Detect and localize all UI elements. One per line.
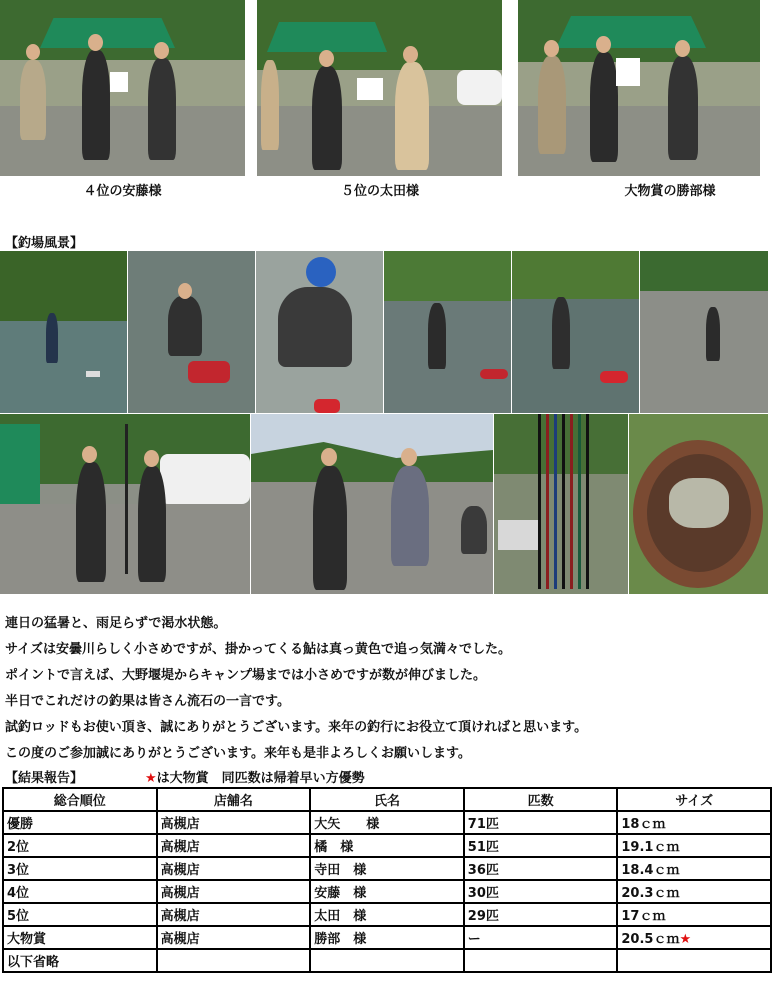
cell-name: 太田 様 [310,903,464,926]
cell-name [310,949,464,972]
paragraph-6: この度のご参加誠にありがとうございます。来年も是非よろしくお願いします。 [5,746,471,761]
photo-award-4th [0,0,245,176]
cell-size: 17ｃｍ [617,903,771,926]
results-note: は大物賞 同匹数は帰着早い方優勢 [156,771,365,786]
caption-5th: ５位の太田様 [340,184,419,199]
cell-size: 18.4ｃｍ [617,857,771,880]
table-row [3,857,771,880]
col-header-size: サイズ [617,788,771,811]
paragraph-4: 半日でこれだけの釣果は皆さん流石の一言です。 [5,694,290,709]
photo-rods-rack [494,414,628,594]
cell-name: 勝部 様 [310,926,464,949]
cell-count [464,949,618,972]
table-row [3,834,771,857]
photo-river-1 [0,251,127,413]
cell-name: 大矢 様 [310,811,464,834]
section-title-fishing-scenery: 【釣場風景】 [5,236,84,251]
col-header-name: 氏名 [310,788,464,811]
caption-4th: ４位の安藤様 [83,184,162,199]
cell-rank: 5位 [3,903,157,926]
table-row [3,949,771,972]
photo-rod-presentation [0,414,250,594]
photo-award-5th [257,0,502,176]
cell-size [617,949,771,972]
paragraph-1: 連日の猛暑と、雨足らずで渇水状態。 [5,616,227,631]
cell-size: 20.3ｃｍ [617,880,771,903]
results-table [2,787,772,973]
big-fish-star-icon: ★ [679,932,692,947]
cell-rank: 3位 [3,857,157,880]
cell-rank: 4位 [3,880,157,903]
results-header [5,767,365,786]
table-row [3,926,771,949]
cell-rank: 以下省略 [3,949,157,972]
table-header-row [3,788,771,811]
cell-store: 高槻店 [157,926,311,949]
cell-store [157,949,311,972]
cell-count: 71匹 [464,811,618,834]
table-row [3,903,771,926]
col-header-rank: 総合順位 [3,788,157,811]
photo-river-6 [640,251,768,413]
paragraph-2: サイズは安曇川らしく小さめですが、掛かってくる鮎は真っ黄色で追っ気満々でした。 [5,642,511,657]
cell-count: 36匹 [464,857,618,880]
cell-rank: 大物賞 [3,926,157,949]
cell-rank: 優勝 [3,811,157,834]
big-fish-star-icon: ★ [145,771,157,786]
cell-size: 19.1ｃｍ [617,834,771,857]
cell-store: 高槻店 [157,811,311,834]
paragraph-3: ポイントで言えば、大野堰堤からキャンプ場までは小さめですが数が伸びました。 [5,668,487,683]
cell-rank: 2位 [3,834,157,857]
cell-store: 高槻店 [157,834,311,857]
cell-count: 51匹 [464,834,618,857]
cell-name: 橘 様 [310,834,464,857]
cell-count: ー [464,926,618,949]
cell-size: 18ｃｍ [617,811,771,834]
cell-store: 高槻店 [157,857,311,880]
table-row [3,811,771,834]
cell-count: 29匹 [464,903,618,926]
caption-bigfish: 大物賞の勝部様 [624,184,716,199]
cell-store: 高槻店 [157,880,311,903]
photo-fish-bucket [629,414,768,594]
photo-river-2 [128,251,255,413]
cell-size-value: 20.5ｃｍ [621,932,680,947]
photo-river-4 [384,251,511,413]
cell-size-bigfish [617,926,771,949]
results-label: 【結果報告】 [5,771,84,786]
col-header-count: 匹数 [464,788,618,811]
photo-river-5 [512,251,639,413]
photo-river-3 [256,251,383,413]
cell-name: 安藤 様 [310,880,464,903]
col-header-store: 店舗名 [157,788,311,811]
cell-name: 寺田 様 [310,857,464,880]
cell-store: 高槻店 [157,903,311,926]
photo-group-parking [251,414,493,594]
photo-award-bigfish [518,0,760,176]
cell-count: 30匹 [464,880,618,903]
table-row [3,880,771,903]
paragraph-5: 試釣ロッドもお使い頂き、誠にありがとうございます。来年の釣行にお役立て頂ければと思います。 [5,720,588,735]
